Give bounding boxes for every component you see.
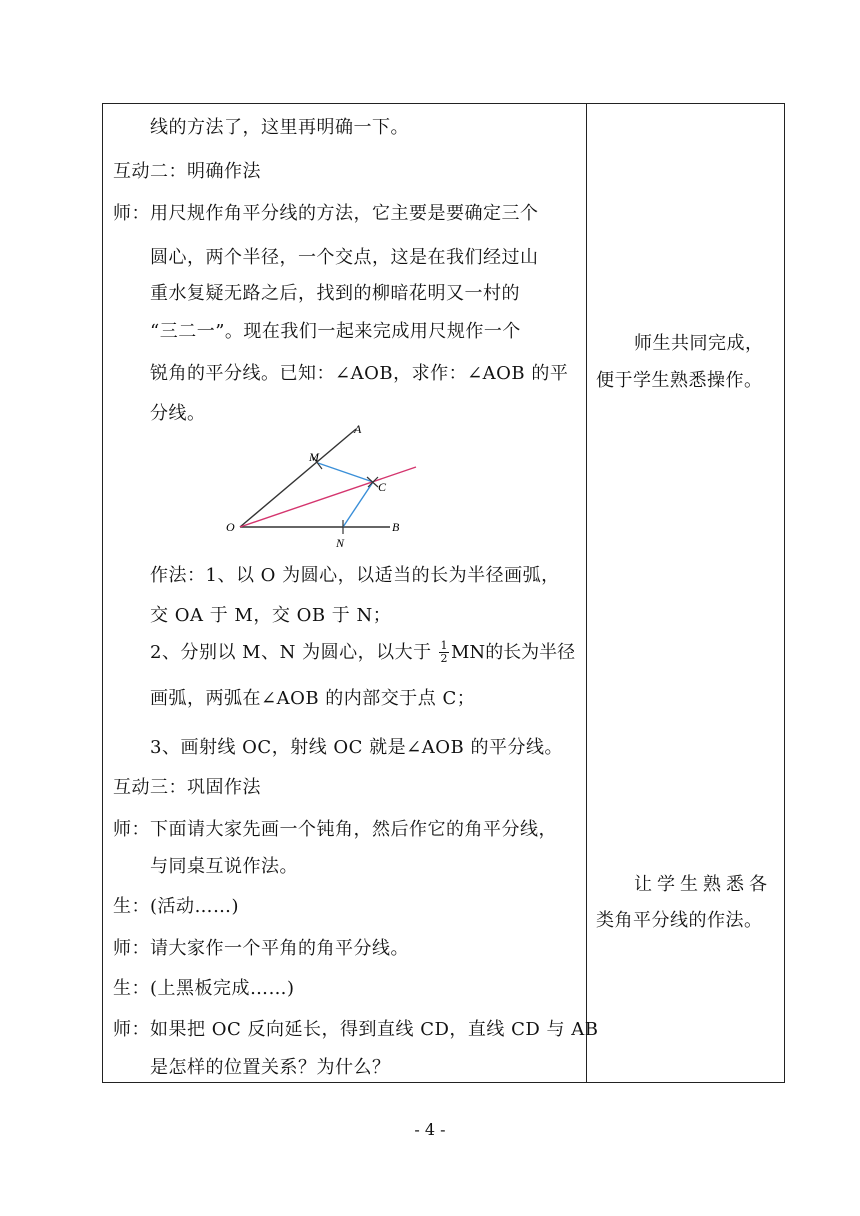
section-heading: 互动三：巩固作法: [113, 777, 261, 798]
text-line: 作法：1、以 O 为圆心，以适当的长为半径画弧，: [150, 565, 560, 586]
text-line: 师：用尺规作角平分线的方法，它主要是要确定三个: [113, 203, 539, 224]
segment-mn: MN: [451, 642, 486, 663]
text-line-tail: 的长为半径: [485, 642, 576, 663]
label-b: B: [392, 520, 400, 534]
fraction-numerator: 1: [440, 639, 448, 652]
text-line: 锐角的平分线。已知：∠AOB，求作：∠AOB 的平: [150, 363, 569, 384]
segment-nc: [343, 482, 373, 527]
text-line: 2、分别以 M、N 为圆心，以大于: [150, 642, 432, 663]
bisector-ray: [240, 467, 416, 527]
text-line: 重水复疑无路之后，找到的柳暗花明又一村的: [150, 283, 520, 304]
text-line: 生：(活动……): [113, 896, 240, 917]
fraction-one-half: [439, 640, 449, 665]
label-a: A: [354, 422, 362, 436]
text-line: 师：请大家作一个平角的角平分线。: [113, 938, 409, 959]
text-line: 圆心，两个半径，一个交点，这是在我们经过山: [150, 247, 539, 268]
text-line: 生：(上黑板完成……): [113, 978, 295, 999]
text-line: 3、画射线 OC，射线 OC 就是∠AOB 的平分线。: [150, 737, 563, 758]
teaching-note: 让学生熟悉各: [634, 874, 772, 895]
fraction-denominator: 2: [440, 652, 448, 665]
text-line: 师：下面请大家先画一个钝角，然后作它的角平分线，: [113, 819, 557, 840]
text-line: 线的方法了，这里再明确一下。: [150, 117, 409, 138]
text-line: 是怎样的位置关系？为什么？: [150, 1057, 391, 1078]
page-number: - 4 -: [414, 1120, 446, 1139]
label-o: O: [226, 520, 235, 534]
text-line: 与同桌互说作法。: [150, 856, 298, 877]
section-heading: 互动二：明确作法: [113, 161, 261, 182]
text-line: 分线。: [150, 403, 206, 424]
teaching-note: 师生共同完成，: [634, 333, 764, 354]
teaching-note: 便于学生熟悉操作。: [596, 370, 763, 391]
angle-bisector-figure: [218, 415, 428, 550]
text-line: 交 OA 于 M，交 OB 于 N；: [150, 605, 392, 626]
ray-oa: [240, 429, 356, 527]
text-line: 画弧，两弧在∠AOB 的内部交于点 C；: [150, 688, 476, 709]
teaching-note: 类角平分线的作法。: [596, 910, 763, 931]
text-line: “三二一”。现在我们一起来完成用尺规作一个: [150, 321, 521, 342]
column-divider: [586, 103, 587, 1083]
label-n: N: [336, 536, 345, 550]
segment-mc: [318, 463, 373, 482]
label-m: M: [309, 450, 319, 464]
text-line: 师：如果把 OC 反向延长，得到直线 CD，直线 CD 与 AB: [113, 1019, 599, 1040]
fraction-suffix: [451, 642, 575, 664]
label-c: C: [378, 480, 387, 494]
